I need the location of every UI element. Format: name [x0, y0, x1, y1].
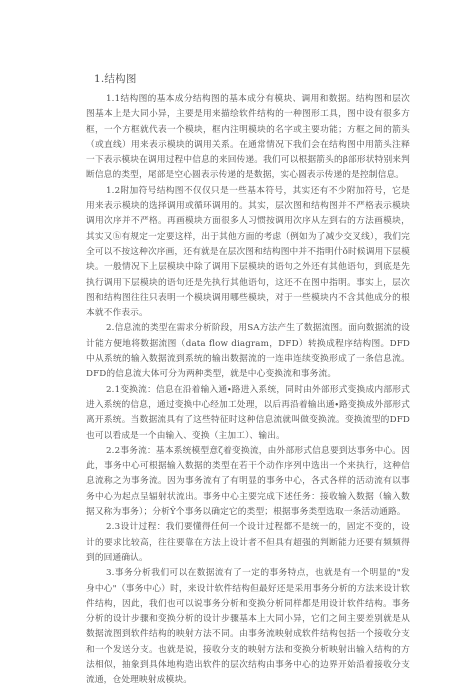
paragraph-transaction-flow: 2.2事务流：基本系统模型意ζ着变换流，由外部形式信息要到达事务中心。因此，事务中心可根据输入数据的类型在若干个动作序列中选出一个来执行，这种信息流称之为事务流。因为事务流有了有明显的事务中心，各式各样的活动流有以事务中心为起点呈辐射状流出。事务中心主要完成下述任务：接收输入数据（输入数据又称为事务）；分析Ŷ个事务以确定它的类型；根据事务类型选取一条活动通路。 [86, 445, 410, 518]
paragraph-transaction-analysis: 3.事务分析我们可以在数据流有了一定的事务特点，也就是有一个明显的"发身中心"（事务中心）时，来设计软件结构但最好还是采用事务分析的方法来设计软件结构，因此，我们也可以说事务分析和变换分析同样都是用设计软件结构。事务分析的设计步骤和变换分析的设计步骤基本上大同小异，它们之间主要差别就是从数据流图到软件结构的映射方法不同。由事务流映射成软件结构包括一个接收分支和一个发送分支。也就是说，接收分支的映射方法和变换分析映射出输入结构的方法相似，抽象到具体地构造出软件的层次结构由事务中心的边界开始沿着接收分支流通，仓处理映射成模块。 [86, 568, 410, 686]
paragraph-information-flow-types: 2.信息流的类型在需求分析阶段，用SA方法产生了数据流图。面向数据流的设计能方便地将数据流图（data flow diagram，DFD）转换成程序结构图。DFD中从系统的输入数据流到系统的输出数据流的一连串连续变换形成了一条信息流。DFD的信息流大体可分为两种类型，就是中心变换流和事务流。 [86, 323, 410, 380]
paragraph-structure-basic: 1.1结构图的基本成分结构图的基本成分有模块、调用和数据。结构图和层次图基本上是大同小异，主要是用来描绘软件结构的一种图形工具，图中设有很多方框，一个方框就代表一个模块，框内注明模块的名字或主要功能；方框之间的箭头（或直线）用来表示模块的调用关系。在通常情况下我们会在结构图中用箭头注释一下表示模块在调用过程中信息的来回传递。我们可以根据箭头的β部形状特别来判断信息的类型，尾部是空心圆表示传递的是数据，实心圆表示传递的是控制信息。 [86, 94, 410, 181]
paragraph-design-process: 2.3设计过程：我们要懂得任何一个设计过程都不是统一的，固定不变的，设计的要求比较高，往往要靠在方法上设计者不但具有超强的判断能力还要有频频得到的回通确认。 [86, 522, 410, 563]
paragraph-additional-symbols: 1.2附加符号结构图不仅仅只是一些基本符号，其实还有不少附加符号，它是用来表示模块的选择调用或循环调用的。其实，层次图和结构图并不严格表示模块调用次序并不严格。再画模块方面很多人习惯按调用次序从左到右的方法画模块，其实又ⓗ有规定一定要这样，出于其他方面的考虑（例如为了减少交叉线），我们完全可以不按这种次序画，还有就是在层次图和结构图中并不指明什ǒ时候调用下层模块。一般情况下上层模块中除了调用下层模块的语句之外还有其他语句，到底是先执行调用下层模块的语句还是先执行其他语句，这还不在图中指明。事实上，层次图和结构图往往只表明一个模块调用哪些模块，对于一些模块内不含其他成分的根本就不作表示。 [86, 185, 410, 319]
document-body [86, 72, 410, 689]
paragraph-transform-flow: 2.1变换流：信息在沿着输入通∙路进入系统，同时由外部形式变换成内部形式进入系统的信息，通过变换中心经加工处理，以后再沿着输出通∙路变换成外部形式离开系统。当数据流具有了这些特征时这种信息流就叫做变换流。变换流型的DFD也可以看成是一个由输入、变换（主加工）、输出。 [86, 384, 410, 441]
section-title: 1.结构图 [94, 73, 137, 85]
